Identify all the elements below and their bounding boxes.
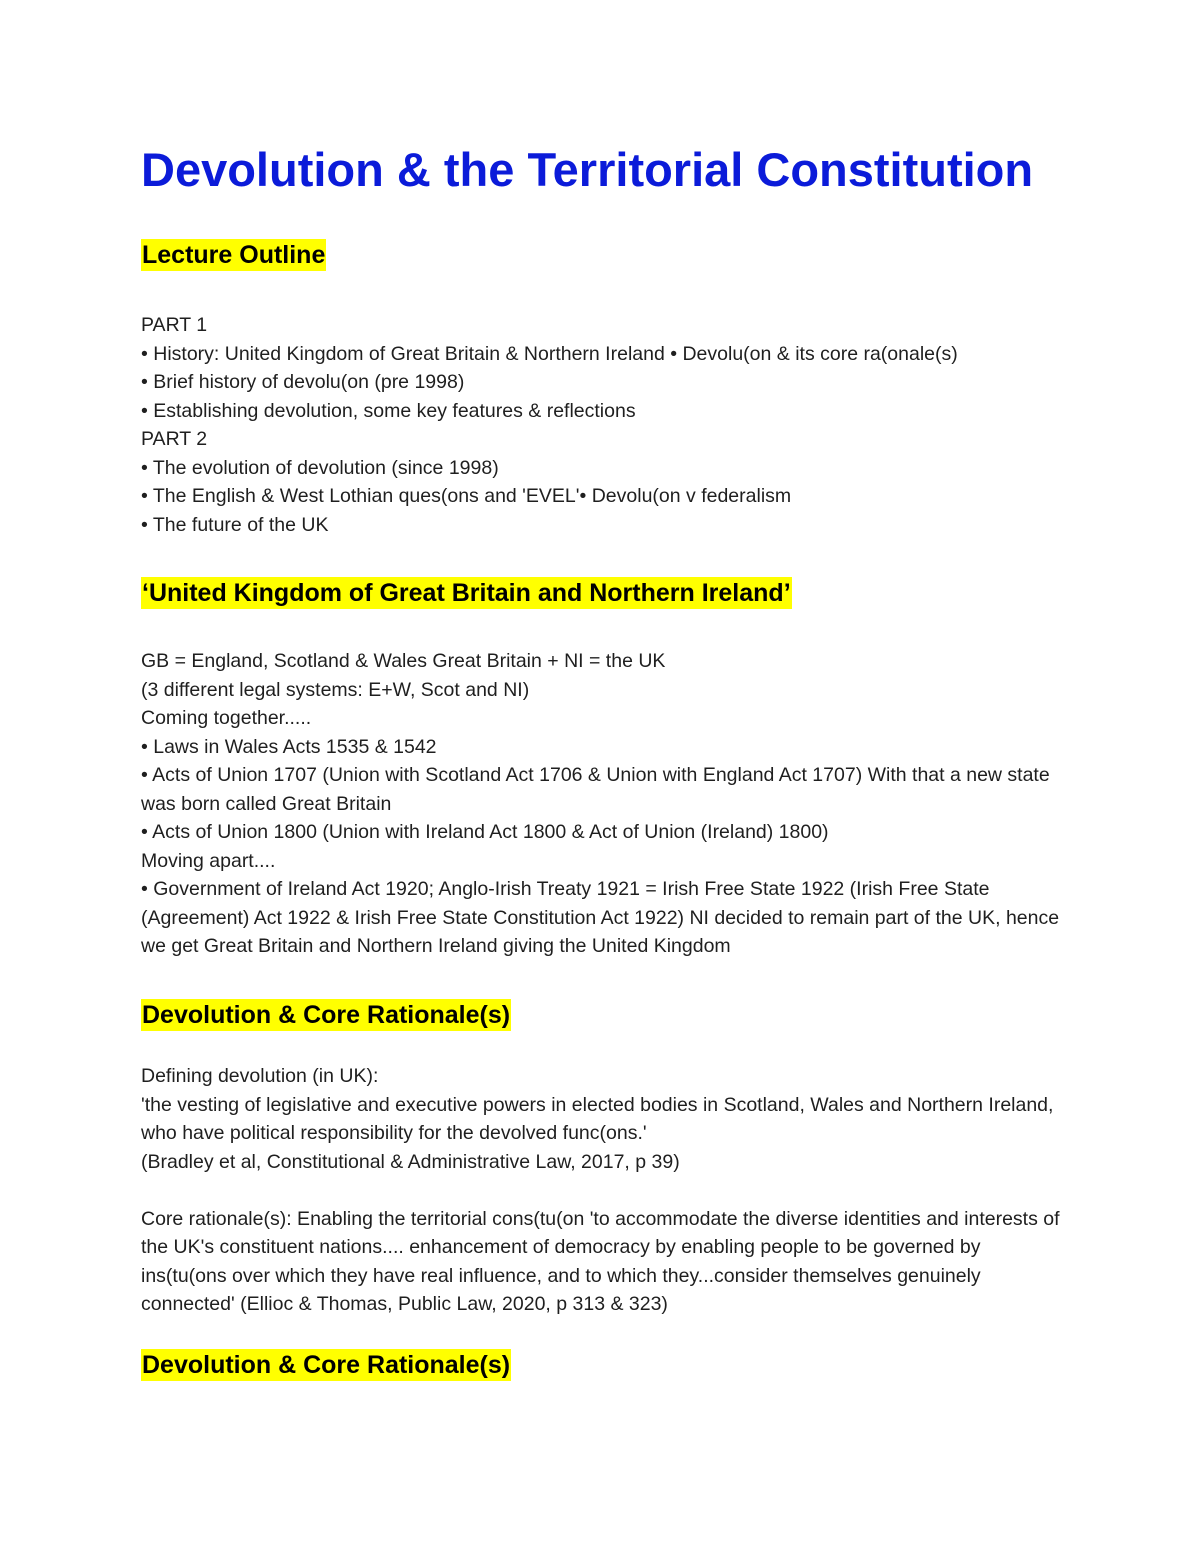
- outline-line: PART 1: [141, 314, 208, 336]
- document-title: Devolution & the Territorial Constitution: [141, 143, 1034, 196]
- uk-line: • Laws in Wales Acts 1535 & 1542: [141, 735, 437, 758]
- section-devolution-rationale: [141, 999, 1071, 1319]
- core-rationale: Core rationale(s): Enabling the territorial cons(tu(on 'to accommodate the diverse identities and interests of the UK's constituent nations.... enhancement of democracy by enabling people to be governed by ins(tu(ons over which they have real influence, and to which they...consider themselves genuinely connected' (Ellioc & Thomas, Public Law, 2020, p 313 & 323): [141, 1207, 1060, 1315]
- outline-line: • The evolution of devolution (since 1998): [141, 456, 499, 479]
- uk-paragraphs: [141, 647, 1071, 961]
- uk-line: Coming together.....: [141, 707, 312, 729]
- section-heading-lecture-outline: Lecture Outline: [142, 241, 326, 269]
- uk-line: • Acts of Union 1707 (Union with Scotland Act 1706 & Union with England Act 1707) With that a new state was born called Great Britain: [141, 764, 1050, 815]
- definition-quote: 'the vesting of legislative and executive powers in elected bodies in Scotland, Wales and Northern Ireland, who have political responsibility for the devolved func(ons.': [141, 1093, 1054, 1144]
- uk-line: GB = England, Scotland & Wales Great Britain + NI = the UK: [141, 650, 666, 672]
- outline-list: [141, 311, 1071, 539]
- section-devolution-rationale-2: [141, 1349, 1071, 1381]
- defining-label: Defining devolution (in UK):: [141, 1065, 379, 1087]
- blank-line: [141, 1176, 1071, 1205]
- outline-line: • The English & West Lothian ques(ons and 'EVEL'• Devolu(on v federalism: [141, 485, 792, 507]
- section-heading-devolution-rationale: Devolution & Core Rationale(s): [142, 1001, 511, 1029]
- uk-line: • Government of Ireland Act 1920; Anglo-Irish Treaty 1921 = Irish Free State 1922 (Irish Free State (Agreement) Act 1922 & Irish Free State Constitution Act 1922) NI decided to remain part of the UK, hence we get Great Britain and Northern Ireland giving the United Kingdom: [141, 878, 1060, 957]
- section-lecture-outline: [141, 239, 1071, 539]
- outline-line: • Brief history of devolu(on (pre 1998): [141, 371, 465, 393]
- uk-line: (3 different legal systems: E+W, Scot and NI): [141, 678, 530, 701]
- section-heading-devolution-rationale-2: Devolution & Core Rationale(s): [142, 1351, 511, 1379]
- outline-line: • The future of the UK: [141, 513, 329, 536]
- definition-citation: (Bradley et al, Constitutional & Administrative Law, 2017, p 39): [141, 1150, 680, 1173]
- uk-line: • Acts of Union 1800 (Union with Ireland Act 1800 & Act of Union (Ireland) 1800): [141, 821, 829, 843]
- rationale-paragraphs: [141, 1062, 1071, 1319]
- section-united-kingdom: [141, 577, 1071, 961]
- section-heading-united-kingdom: ‘United Kingdom of Great Britain and Northern Ireland’: [142, 579, 791, 607]
- outline-line: • Establishing devolution, some key features & reflections: [141, 399, 636, 422]
- outline-line: • History: United Kingdom of Great Britain & Northern Ireland • Devolu(on & its core ra(onale(s): [141, 342, 958, 365]
- outline-line: PART 2: [141, 428, 208, 450]
- uk-line: Moving apart....: [141, 849, 276, 872]
